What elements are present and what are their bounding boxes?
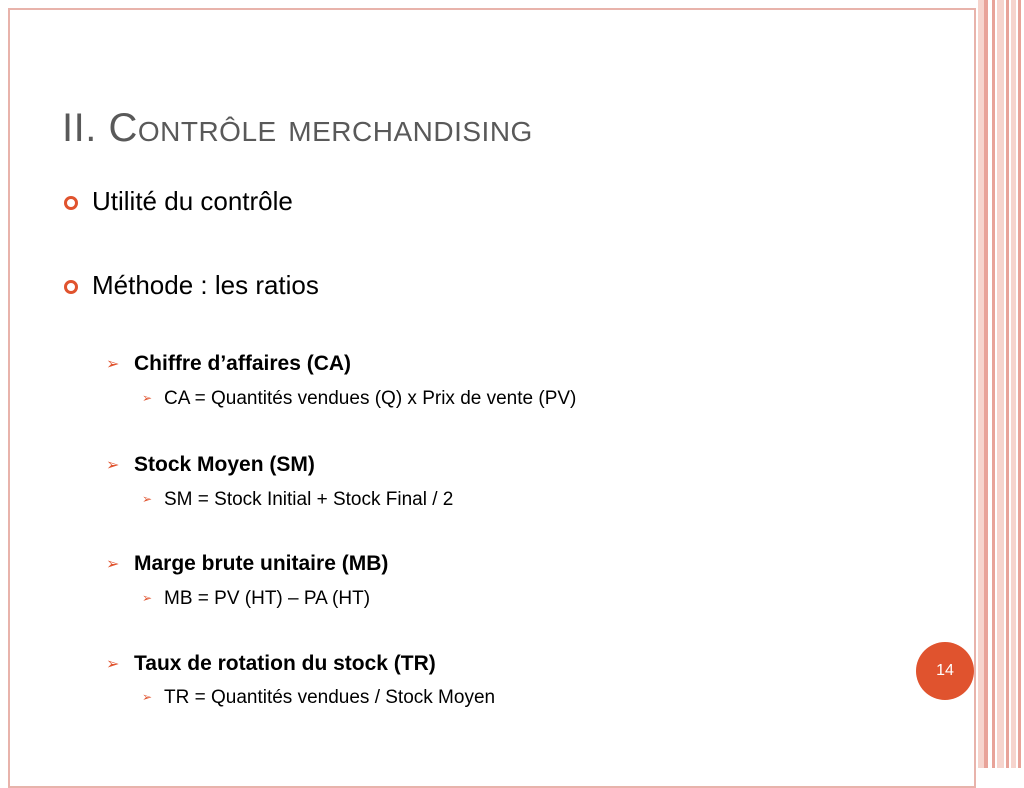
stripe [992,0,995,768]
arrowhead-bullet-icon: ➢ [106,354,120,373]
bullet-text: Méthode : les ratios [92,270,319,300]
arrowhead-bullet-icon: ➢ [142,391,153,405]
stripe [984,0,988,768]
stripe [1018,0,1021,768]
arrowhead-bullet-icon: ➢ [106,654,120,673]
ratio-formula-text: SM = Stock Initial + Stock Final / 2 [164,489,454,510]
ratio-heading-text: Marge brute unitaire (MB) [134,552,389,575]
ratio-formula-text: CA = Quantités vendues (Q) x Prix de vente (PV) [164,388,577,409]
stripe [1006,0,1009,768]
ratio-formula-text: TR = Quantités vendues / Stock Moyen [164,687,496,708]
stripe [1011,0,1016,768]
ratio-heading-text: Chiffre d’affaires (CA) [134,352,352,375]
arrowhead-bullet-icon: ➢ [142,492,153,506]
bullet-text: Utilité du contrôle [92,186,293,216]
arrowhead-bullet-icon: ➢ [106,554,120,573]
ratio-heading-text: Taux de rotation du stock (TR) [134,652,436,675]
slide-title: II. Contrôle merchandising [62,106,533,150]
arrowhead-bullet-icon: ➢ [142,591,153,605]
ring-bullet-icon [64,196,78,210]
arrowhead-bullet-icon: ➢ [142,690,153,704]
page-number-badge: 14 [916,642,974,700]
ratio-heading-text: Stock Moyen (SM) [134,453,315,476]
ratio-formula-text: MB = PV (HT) – PA (HT) [164,588,371,609]
ring-bullet-icon [64,280,78,294]
decorative-stripes [978,0,1024,768]
arrowhead-bullet-icon: ➢ [106,455,120,474]
stripe [997,0,1004,768]
